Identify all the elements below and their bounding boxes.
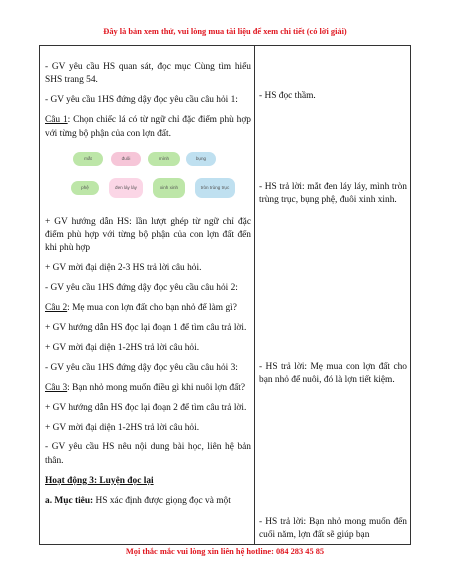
instruction-invite-2: + GV mời đại diện 1-2HS trả lời câu hỏi.: [45, 342, 200, 353]
instruction-guide-1: + GV hướng dẫn HS: lần lượt ghép từ ngữ chỉ đặc điểm phù hợp với từng bộ phận của con lợn đất đến khi phù hợp: [45, 216, 251, 254]
question-2-label: Câu 2: [45, 303, 68, 314]
question-1: [45, 114, 251, 141]
instruction-guide-2: + GV hướng dẫn HS đọc lại đoạn 1 để tìm câu trả lời.: [45, 322, 247, 333]
column-divider: [254, 46, 255, 544]
preview-notice: Đây là bản xem thử, vui lòng mua tài liệu để xem chi tiết (có lời giải): [103, 27, 347, 36]
goal-text: HS xác định được giọng đọc và một: [93, 495, 231, 506]
leaf-bottom-4: tròn trùng trục: [195, 178, 235, 198]
activity-3-heading: Hoạt động 3: Luyện đọc lại: [45, 475, 154, 486]
question-2-text: : Mẹ mua con lợn đất cho bạn nhỏ để làm gì?: [67, 303, 237, 314]
student-response-3: - HS trả lời: Mẹ mua con lợn đất cho bạn nhỏ để nuôi, đó là lợn tiết kiệm.: [259, 362, 407, 386]
leaf-bottom-1: phệ: [71, 181, 99, 195]
teacher-column: [45, 61, 251, 515]
leaf-top-1: mắt: [73, 152, 103, 166]
leaf-bottom-2: đen láy láy: [109, 178, 143, 198]
question-3-label: Câu 3: [45, 382, 68, 393]
leaf-top-4: bụng: [186, 152, 216, 166]
question-3: [45, 382, 251, 395]
student-response-4: - HS trả lời: Bạn nhỏ mong muốn đến cuối năm, lợn đất sẽ giúp bạn: [259, 517, 407, 541]
instruction-q1: - GV yêu cầu 1HS đứng dậy đọc yêu cầu câu hỏi 1:: [45, 95, 238, 106]
leaf-bottom-3: xinh xinh: [153, 178, 185, 198]
goal-label: a. Mục tiêu:: [45, 495, 94, 506]
leaf-top-2: đuôi: [111, 152, 141, 166]
lesson-table: [39, 45, 411, 545]
activity-3-goal: [45, 495, 251, 508]
hotline-notice: Mọi thắc mắc vui lòng xin liên hệ hotline: 084 283 45 85: [125, 547, 325, 556]
instruction-invite-1: + GV mời đại diện 2-3 HS trả lời câu hỏi.: [45, 263, 202, 274]
leaf-top-3: mình: [148, 152, 180, 166]
instruction-summary: - GV yêu cầu HS nêu nội dung bài học, liên hệ bản thân.: [45, 442, 251, 466]
question-1-text: : Chọn chiếc lá có từ ngữ chỉ đặc điểm phù hợp với từng bộ phận của con lợn đất.: [45, 115, 251, 139]
student-response-2: - HS trả lời: mắt đen láy láy, mình tròn trùng trục, bụng phệ, đuôi xinh xinh.: [259, 182, 407, 206]
instruction-observe: - GV yêu cầu HS quan sát, đọc mục Cùng tìm hiểu SHS trang 54.: [45, 62, 251, 86]
instruction-guide-3: + GV hướng dẫn HS đọc lại đoạn 2 để tìm câu trả lời.: [45, 402, 247, 413]
question-1-label: Câu 1: [45, 115, 68, 126]
instruction-q2: - GV yêu cầu 1HS đứng dậy đọc yêu cầu câu hỏi 2:: [45, 283, 238, 294]
question-3-text: : Bạn nhỏ mong muốn điều gì khi nuôi lợn đất?: [67, 382, 246, 393]
student-response-1: - HS đọc thầm.: [259, 91, 316, 101]
leaf-matching-diagram: [45, 148, 251, 210]
question-2: [45, 302, 251, 315]
instruction-invite-3: + GV mời đại diện 1-2HS trả lời câu hỏi.: [45, 422, 200, 433]
instruction-q3: - GV yêu cầu 1HS đứng dậy đọc yêu cầu câu hỏi 3:: [45, 362, 238, 373]
